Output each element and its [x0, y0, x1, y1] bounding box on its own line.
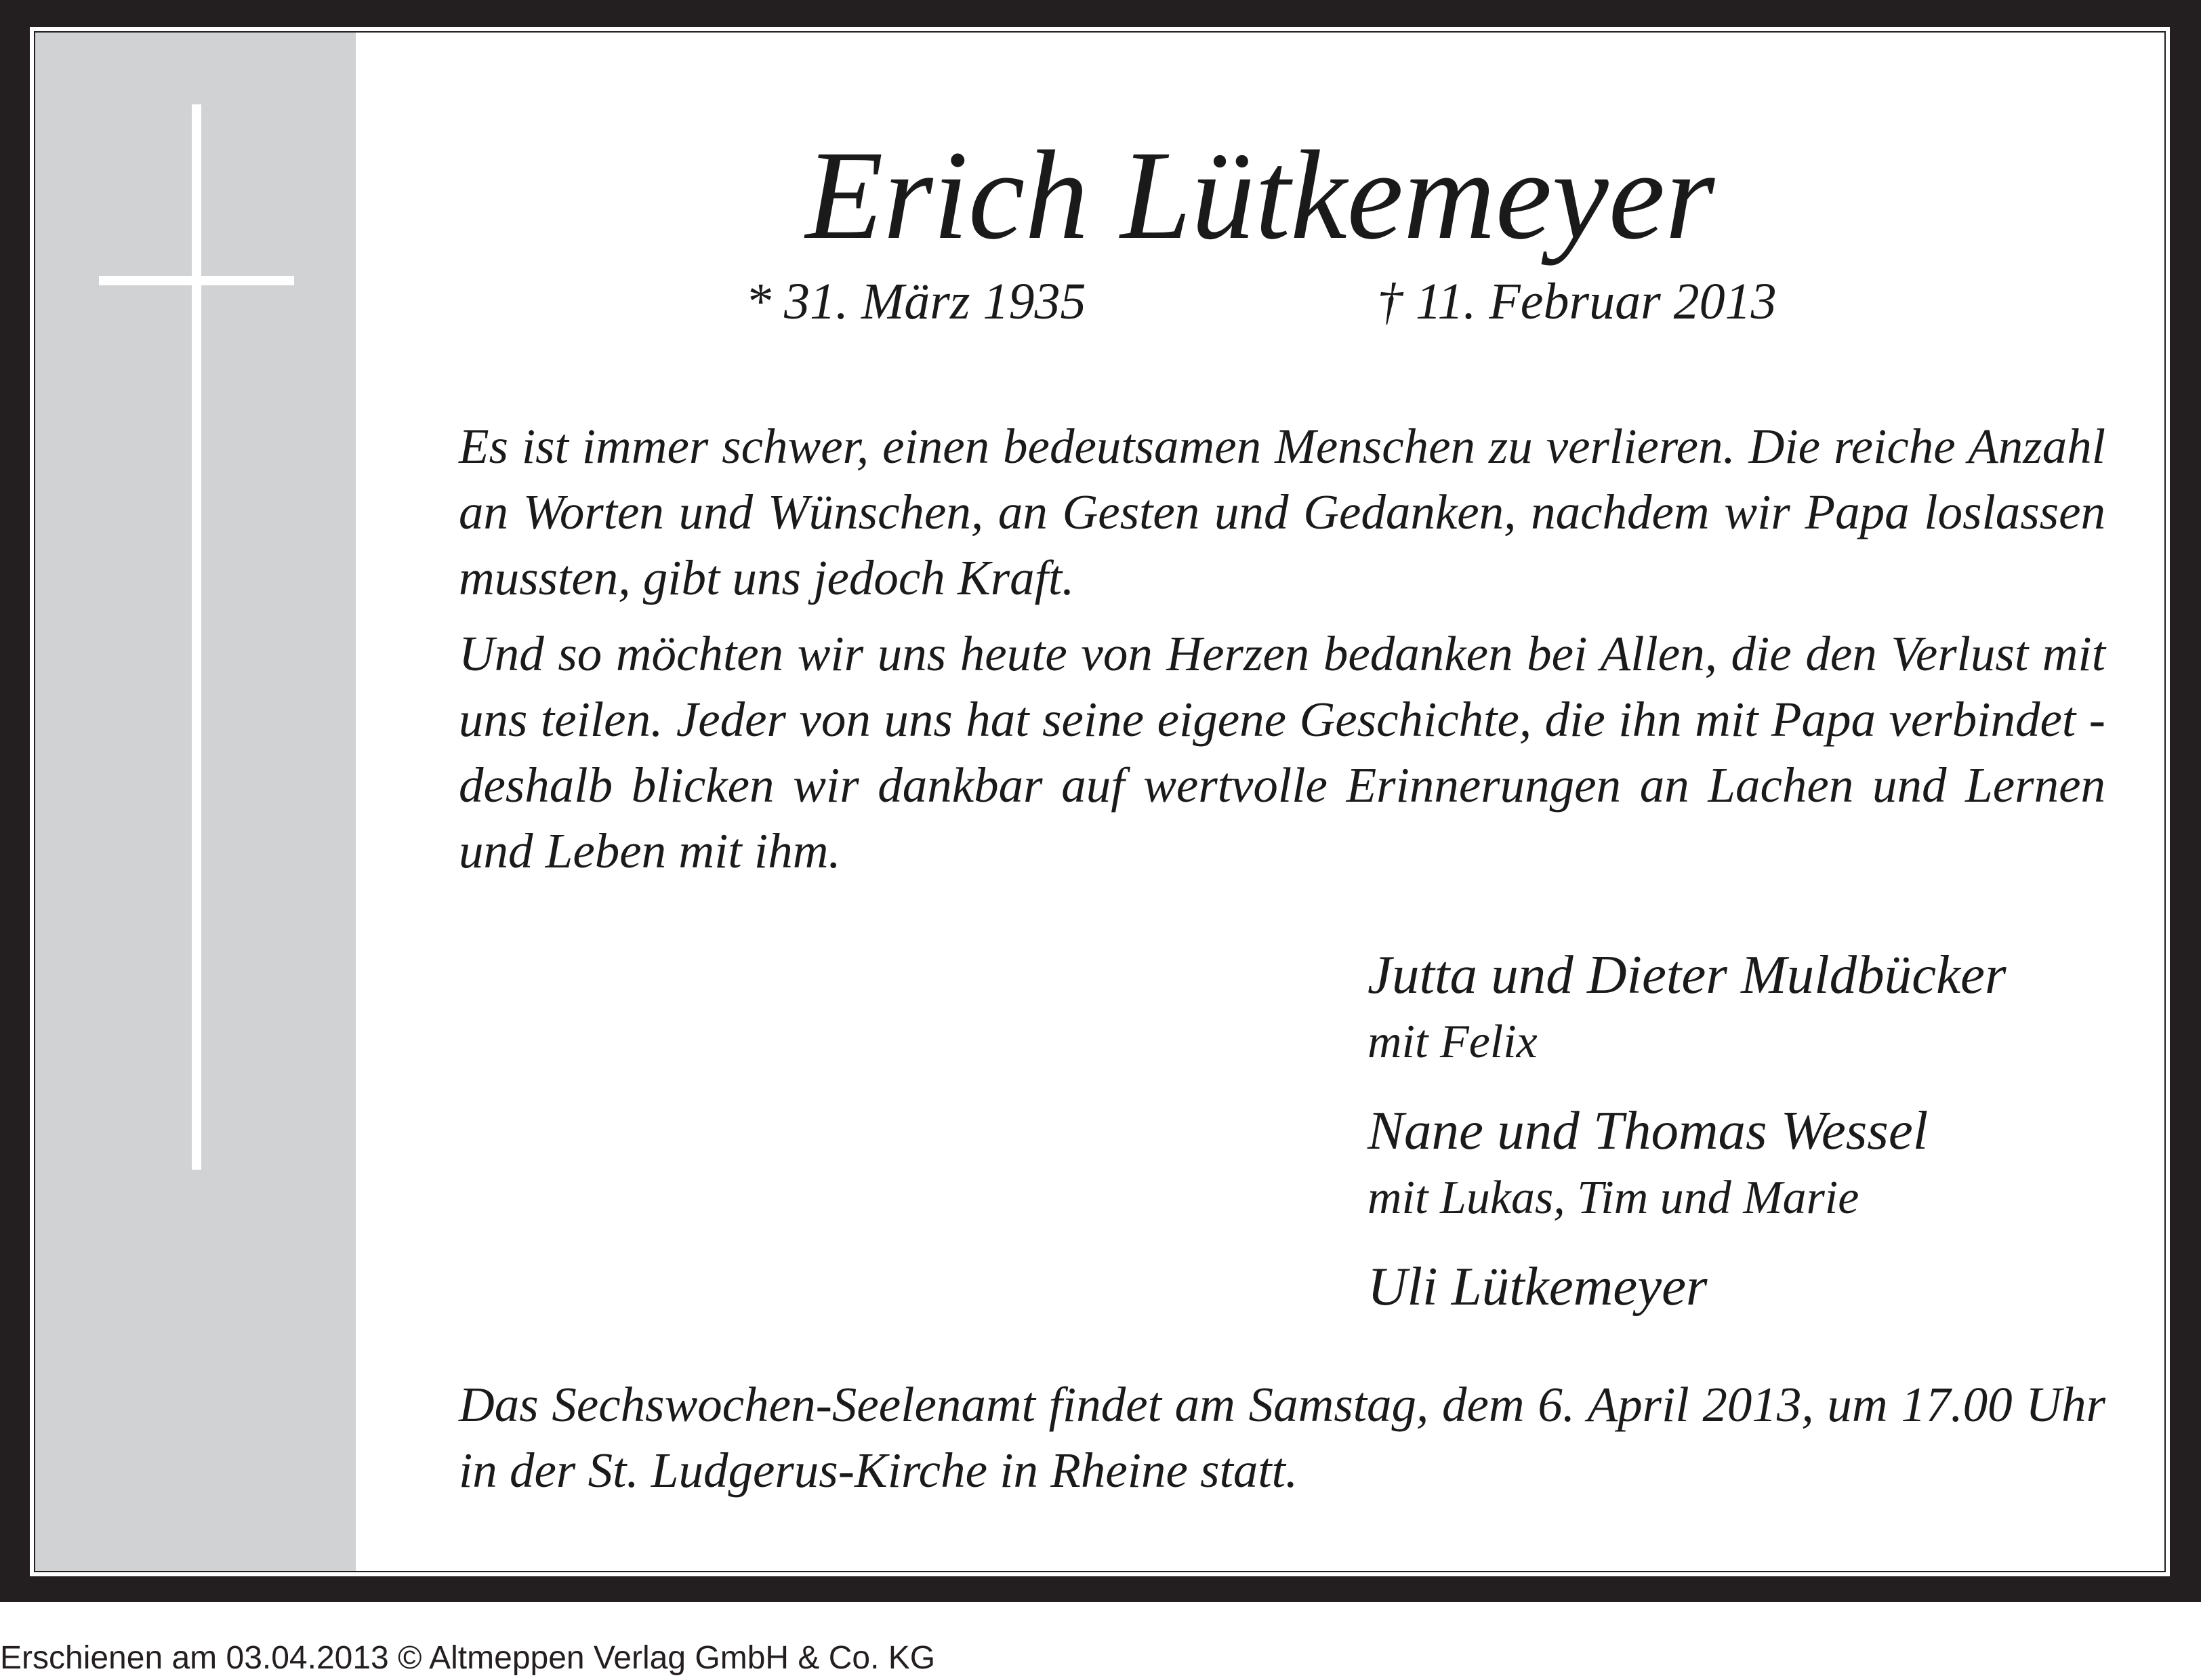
birth-date: * 31. März 1935	[745, 273, 1086, 330]
death-date: † 11. Februar 2013	[1377, 273, 1777, 330]
family-signatures	[1367, 937, 2007, 1324]
message-paragraph-2: Und so möchten wir uns heute von Herzen bedanken bei Allen, die den Verlust mit uns teilen. Jeder von uns hat seine eigene Geschichte, die ihn mit Papa verbindet - deshalb blicken wir dankbar auf wertvolle Erinnerungen an Lachen und Lernen und Leben mit ihm.	[459, 626, 2105, 878]
family-with-2: mit Lukas, Tim und Marie	[1367, 1172, 1859, 1224]
publication-credit: Erschienen am 03.04.2013 © Altmeppen Verlag GmbH & Co. KG	[0, 1640, 936, 1676]
family-name-1: Jutta und Dieter Muldbücker	[1367, 944, 2007, 1005]
obituary-content	[356, 33, 2164, 1571]
deceased-name: Erich Lütkemeyer	[805, 124, 1715, 266]
side-panel	[35, 33, 356, 1571]
family-name-3: Uli Lütkemeyer	[1367, 1256, 1708, 1317]
obituary-card	[35, 33, 2164, 1571]
service-notice: Das Sechswochen-Seelenamt findet am Samstag, dem 6. April 2013, um 17.00 Uhr in der St. Ludgerus-Kirche in Rheine statt.	[459, 1377, 2105, 1498]
family-with-1: mit Felix	[1367, 1016, 1538, 1068]
cross-icon-vertical-bar	[192, 104, 201, 1170]
message-paragraph-1: Es ist immer schwer, einen bedeutsamen Menschen zu verlieren. Die reiche Anzahl an Worten und Wünschen, an Gesten und Gedanken, nachdem wir Papa loslassen mussten, gibt uns jedoch Kraft.	[459, 419, 2105, 605]
cross-icon-horizontal-bar	[99, 276, 294, 285]
family-name-2: Nane und Thomas Wessel	[1367, 1100, 1929, 1161]
